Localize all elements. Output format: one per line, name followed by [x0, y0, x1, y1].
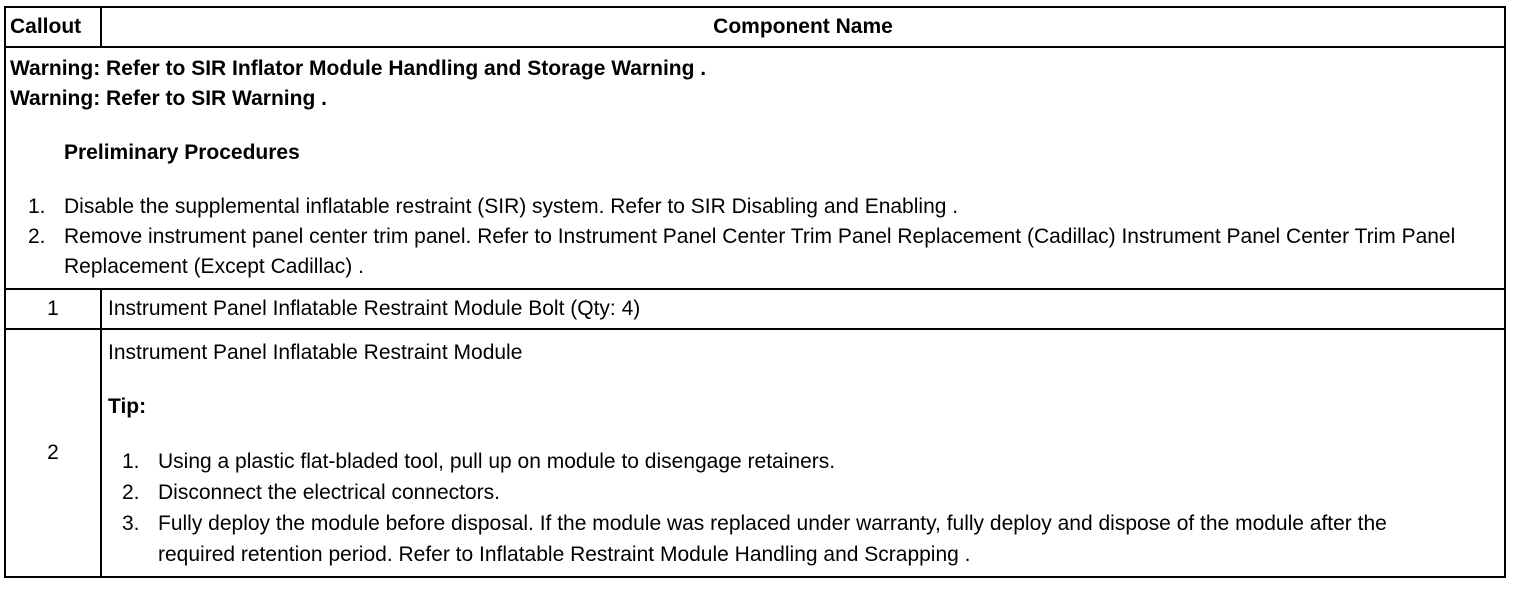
tip-steps — [108, 446, 1504, 570]
step-text: Disconnect the electrical connectors. — [158, 481, 500, 504]
component-table — [4, 6, 1506, 578]
step-number: 1. — [28, 195, 46, 218]
list-item — [108, 508, 1504, 570]
warning-inflator-handling: Warning: Refer to SIR Inflator Module Handling and Storage Warning . — [10, 57, 707, 80]
step-text: Fully deploy the module before disposal. If the module was replaced under warranty, fully deploy and dispose of the module after the required retention period. Refer to Inflatable Restraint Module Handling and Scrapping . — [158, 512, 1387, 566]
table-row — [5, 289, 1505, 329]
list-item — [108, 477, 1504, 508]
component-name: Instrument Panel Inflatable Restraint Module — [108, 341, 523, 364]
step-number: 2. — [28, 225, 46, 248]
component-name-header: Component Name — [101, 7, 1505, 47]
warning-row — [5, 47, 1505, 289]
list-item — [108, 446, 1504, 477]
table-row — [5, 329, 1505, 577]
step-text: Remove instrument panel center trim panel. Refer to Instrument Panel Center Trim Panel Replacement (Cadillac) Instrument Panel Center Trim Panel Replacement (Except Cadillac) . — [64, 225, 1456, 278]
step-text: Using a plastic flat-bladed tool, pull up on module to disengage retainers. — [158, 450, 836, 473]
step-text: Disable the supplemental inflatable restraint (SIR) system. Refer to SIR Disabling and Enabling . — [64, 195, 959, 218]
step-number: 2. — [122, 481, 140, 504]
step-number: 3. — [122, 512, 140, 535]
warning-sir: Warning: Refer to SIR Warning . — [10, 87, 327, 110]
component-name: Instrument Panel Inflatable Restraint Module Bolt (Qty: 4) — [101, 289, 1505, 329]
step-number: 1. — [122, 450, 140, 473]
callout-header: Callout — [5, 7, 101, 47]
header-row — [5, 7, 1505, 47]
callout-number: 1 — [5, 289, 101, 329]
callout-number: 2 — [5, 329, 101, 577]
tip-label: Tip: — [108, 395, 147, 418]
preliminary-procedures-title: Preliminary Procedures — [64, 141, 300, 164]
component-name-cell — [101, 329, 1505, 577]
warning-cell — [5, 47, 1505, 289]
preliminary-steps — [10, 192, 1500, 282]
list-item — [10, 222, 1500, 282]
list-item — [10, 192, 1500, 222]
